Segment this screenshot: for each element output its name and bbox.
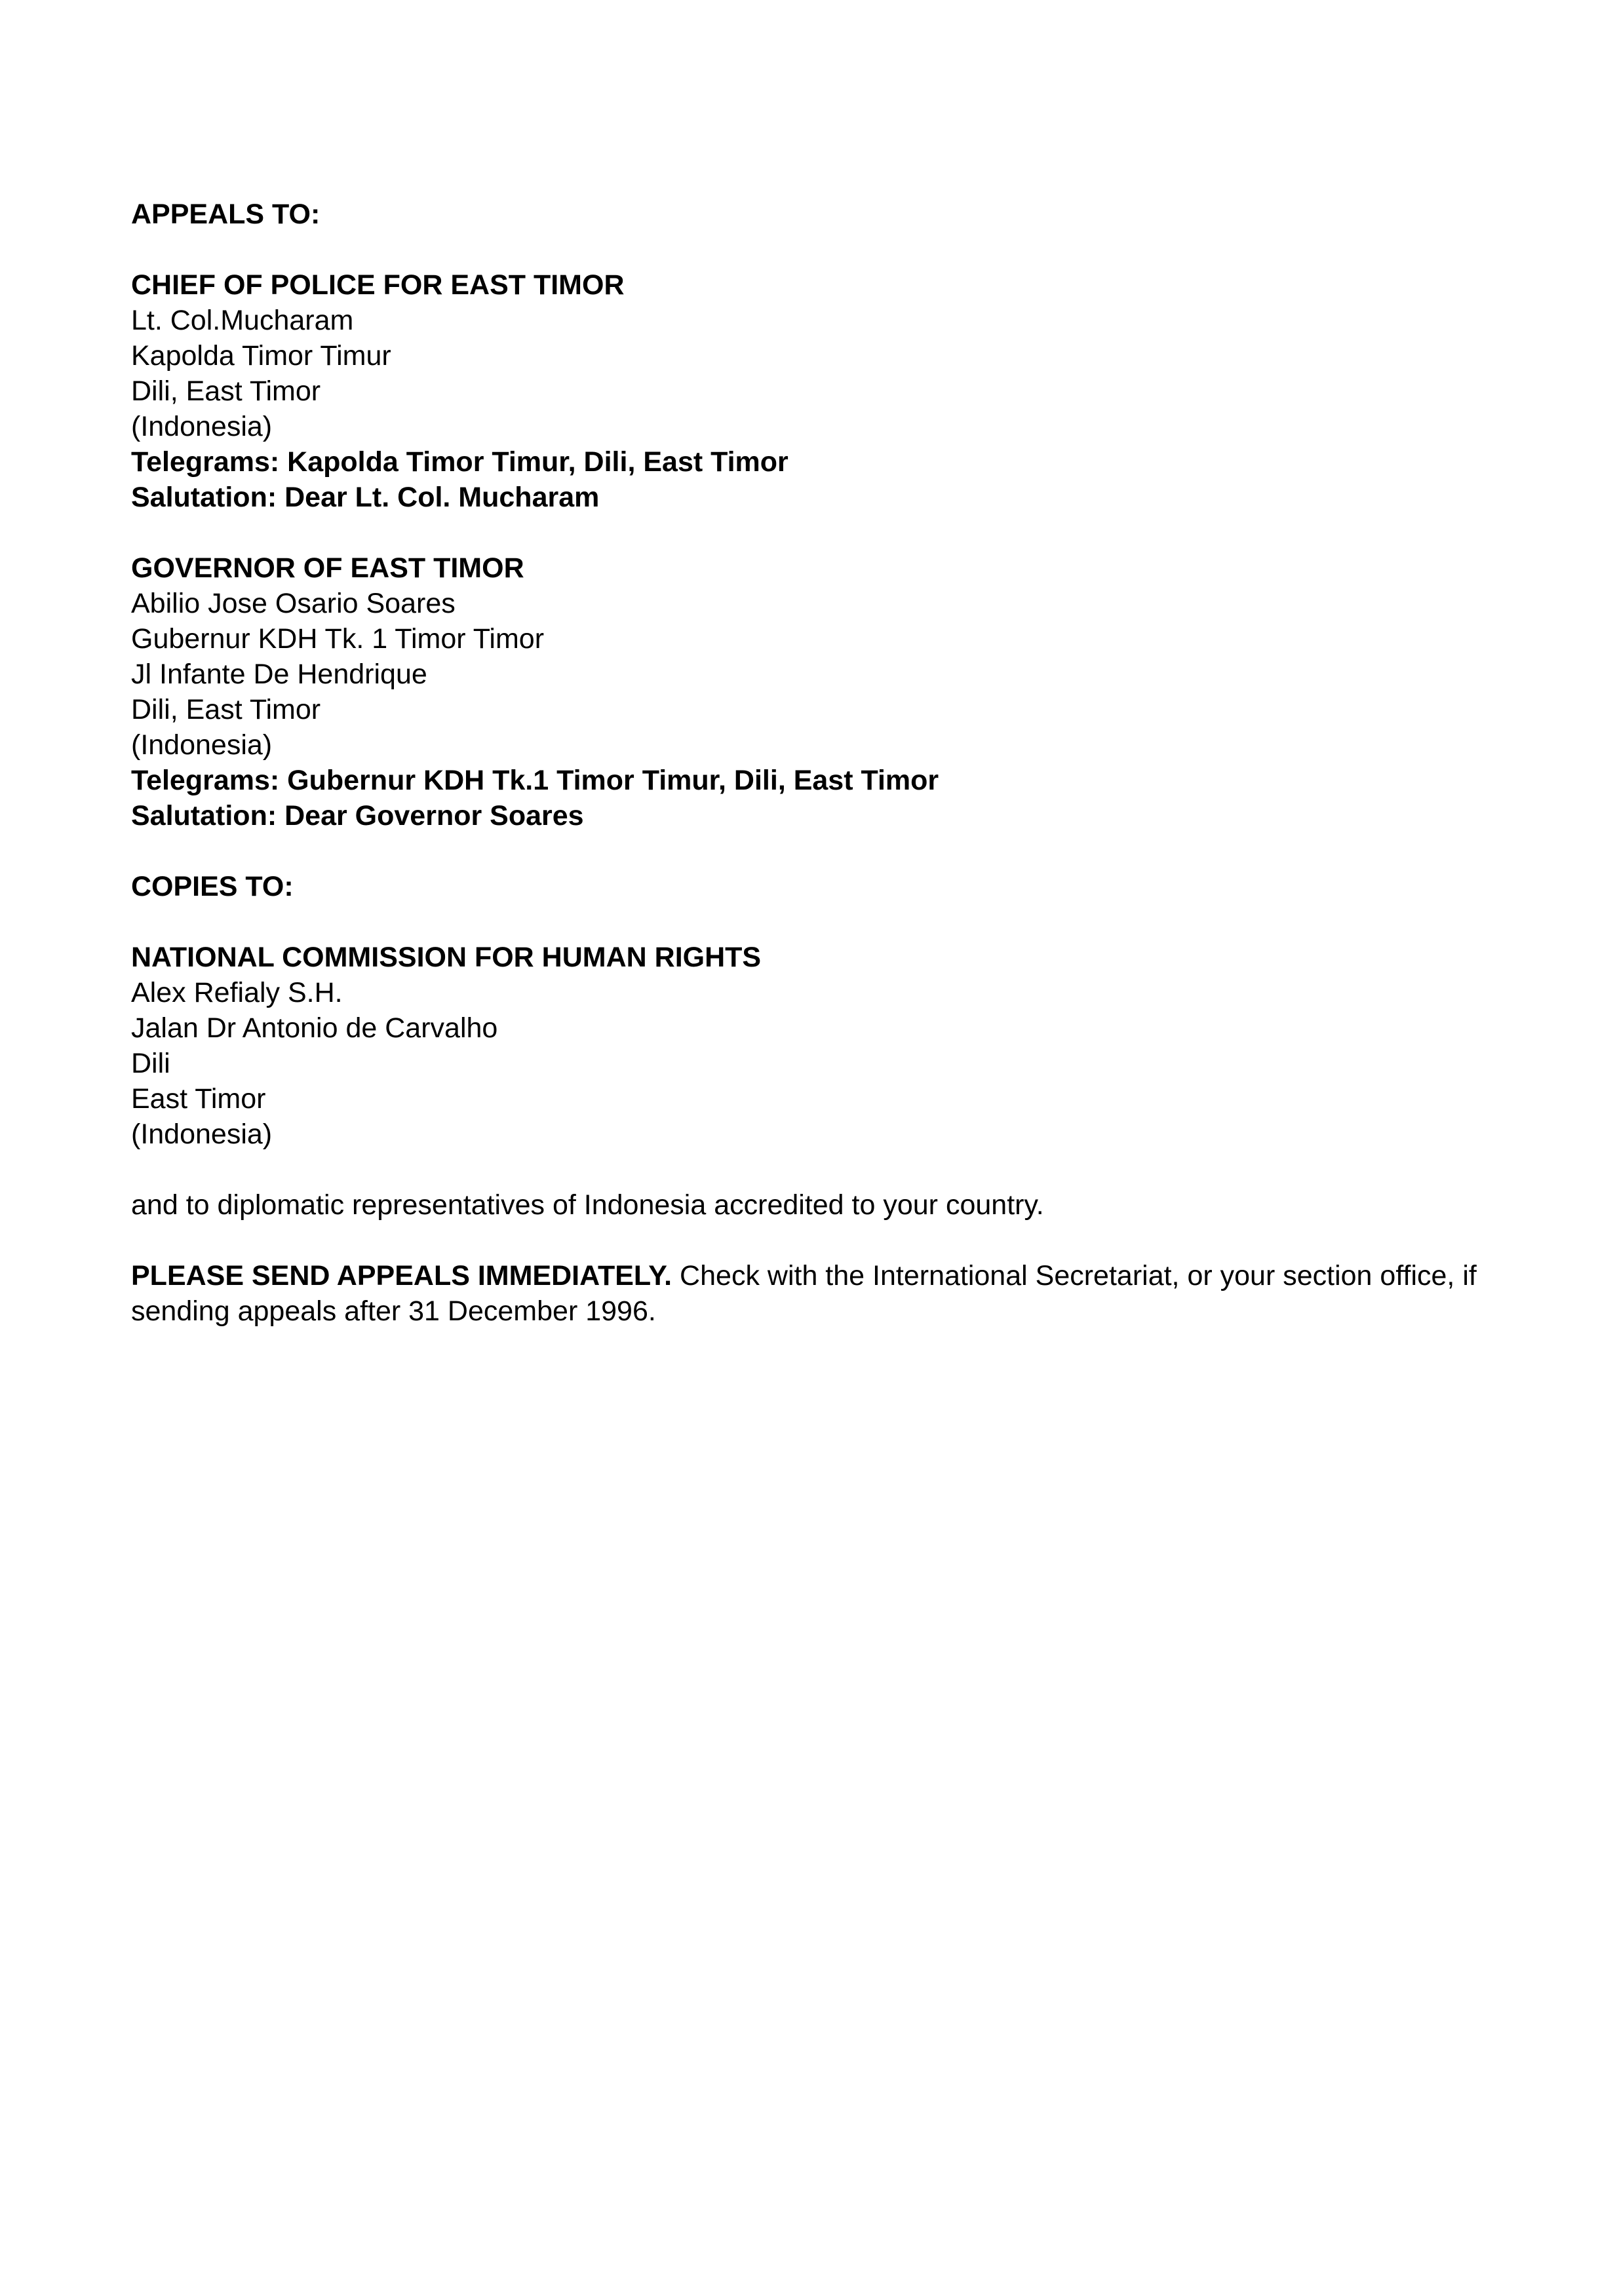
address-line: Kapolda Timor Timur bbox=[131, 340, 391, 372]
telegrams-line: Telegrams: Gubernur KDH Tk.1 Timor Timur, Dili, East Timor bbox=[131, 765, 939, 796]
recipient-title: NATIONAL COMMISSION FOR HUMAN RIGHTS bbox=[131, 942, 762, 973]
copies-heading: COPIES TO: bbox=[131, 871, 294, 902]
address-line: Dili bbox=[131, 1048, 170, 1079]
recipient-police-chief bbox=[131, 267, 1527, 515]
address-line: Abilio Jose Osario Soares bbox=[131, 588, 456, 619]
address-line: East Timor bbox=[131, 1083, 266, 1115]
address-line: (Indonesia) bbox=[131, 411, 273, 442]
recipient-governor bbox=[131, 550, 1527, 833]
diplomatic-note: and to diplomatic representatives of Indonesia accredited to your country. bbox=[131, 1189, 1044, 1221]
address-line: Dili, East Timor bbox=[131, 694, 321, 725]
appeals-heading: APPEALS TO: bbox=[131, 199, 321, 230]
salutation-line: Salutation: Dear Governor Soares bbox=[131, 800, 584, 832]
copy-recipient-human-rights-commission bbox=[131, 940, 1527, 1152]
address-line: Alex Refialy S.H. bbox=[131, 977, 343, 1008]
address-line: Dili, East Timor bbox=[131, 375, 321, 407]
telegrams-line: Telegrams: Kapolda Timor Timur, Dili, East Timor bbox=[131, 446, 788, 478]
closing-paragraph bbox=[131, 1258, 1527, 1329]
recipient-title: CHIEF OF POLICE FOR EAST TIMOR bbox=[131, 269, 625, 301]
address-line: Gubernur KDH Tk. 1 Timor Timor bbox=[131, 623, 545, 655]
address-line: (Indonesia) bbox=[131, 1119, 273, 1150]
closing-bold-lead: PLEASE SEND APPEALS IMMEDIATELY. bbox=[131, 1260, 672, 1292]
address-line: (Indonesia) bbox=[131, 729, 273, 761]
closing-text: Check with the International Secretariat, or your section office, if sending appeals after 31 December 1996. bbox=[131, 1260, 1477, 1327]
recipient-title: GOVERNOR OF EAST TIMOR bbox=[131, 552, 524, 584]
address-line: Jalan Dr Antonio de Carvalho bbox=[131, 1012, 498, 1044]
salutation-line: Salutation: Dear Lt. Col. Mucharam bbox=[131, 482, 600, 513]
document-page bbox=[131, 197, 1527, 1364]
address-line: Jl Infante De Hendrique bbox=[131, 659, 427, 690]
address-line: Lt. Col.Mucharam bbox=[131, 305, 354, 336]
